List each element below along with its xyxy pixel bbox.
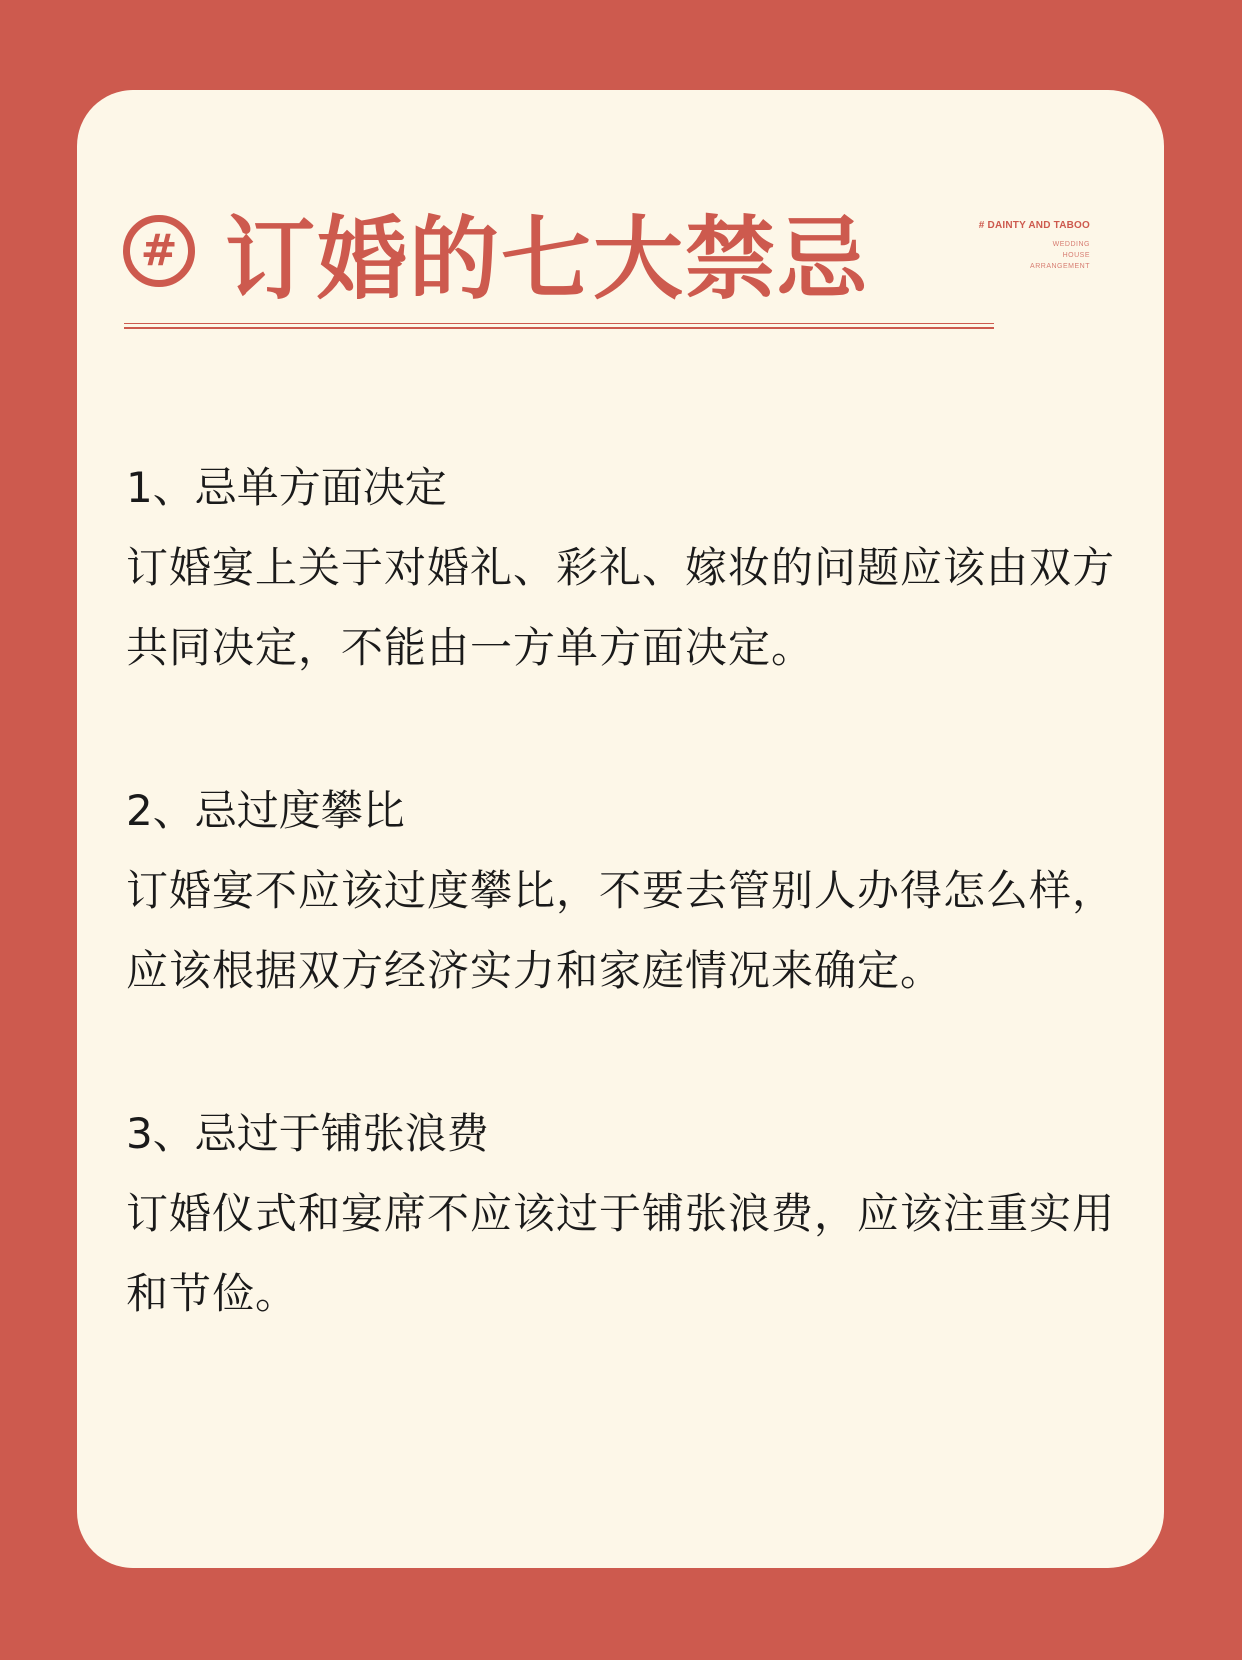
taboo-heading: 1、忌单方面决定 [126,463,447,512]
taboo-list [126,448,1126,1417]
taboo-item [126,448,1126,688]
title-row [123,196,869,312]
hash-badge-icon: # [123,215,195,287]
title-divider [124,323,994,329]
taboo-body: 订婚仪式和宴席不应该过于铺张浪费，应该注重实用和节俭。 [126,1189,1116,1318]
tagline-sub [950,239,1090,272]
taboo-heading: 3、忌过于铺张浪费 [126,1109,489,1158]
tagline [950,220,1090,272]
page-title: 订婚的七大禁忌 [225,207,869,312]
tagline-line: WEDDING [1052,241,1090,248]
tagline-line: HOUSE [1062,252,1090,259]
taboo-heading: 2、忌过度攀比 [126,786,405,835]
tagline-line: ARRANGEMENT [1030,263,1090,270]
taboo-item [126,1094,1126,1334]
taboo-item [126,771,1126,1011]
tagline-main: # DAINTY AND TABOO [978,220,1090,231]
taboo-body: 订婚宴上关于对婚礼、彩礼、嫁妆的问题应该由双方共同决定，不能由一方单方面决定。 [126,543,1116,672]
taboo-body: 订婚宴不应该过度攀比，不要去管别人办得怎么样，应该根据双方经济实力和家庭情况来确定。 [126,866,1116,995]
